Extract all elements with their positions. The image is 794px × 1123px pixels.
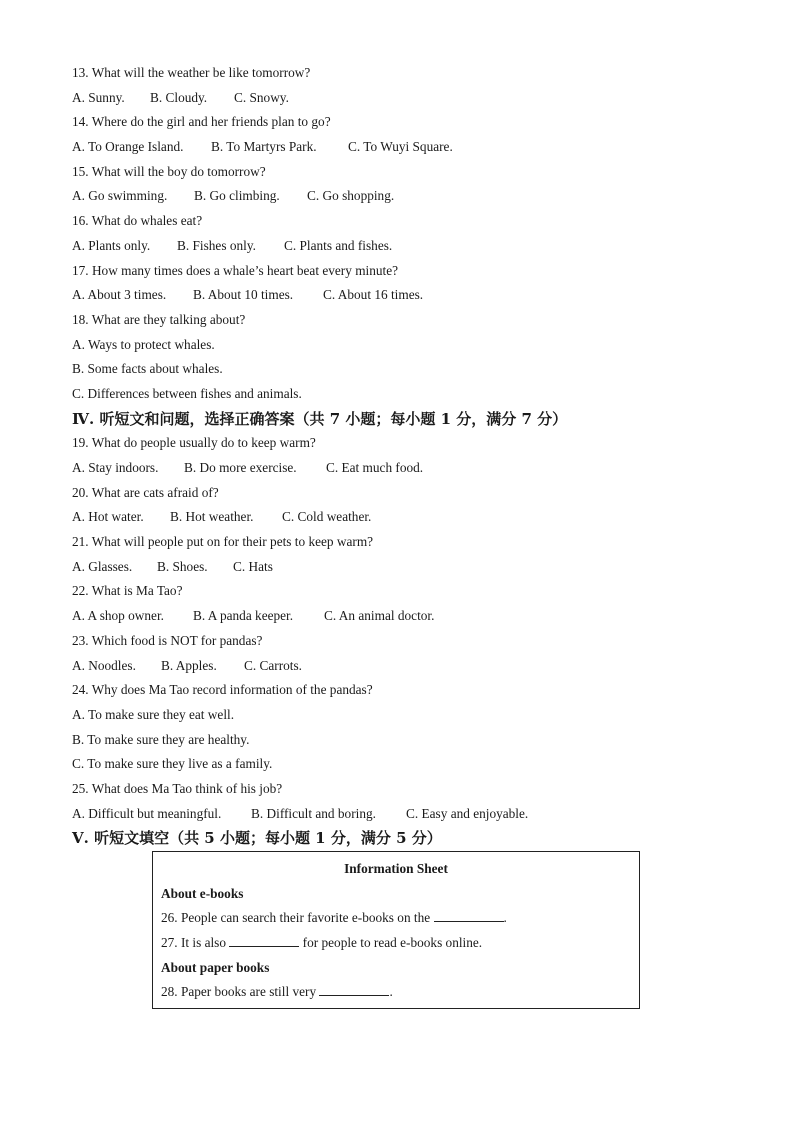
- question-23: 23. Which food is NOT for pandas?: [72, 632, 263, 648]
- question-13: 13. What will the weather be like tomorrow?: [72, 65, 311, 80]
- options-25: [72, 802, 732, 827]
- option: C. An animal doctor.: [324, 608, 435, 624]
- option-18b: B. Some facts about whales.: [72, 361, 223, 377]
- question-14: 14. Where do the girl and her friends plan to go?: [72, 114, 331, 130]
- ebooks-heading: About e-books: [161, 885, 244, 901]
- option: B. Shoes.: [157, 558, 208, 574]
- options-23: [72, 654, 732, 679]
- option: A. A shop owner.: [72, 608, 164, 624]
- option: A. Difficult but meaningful.: [72, 805, 222, 821]
- question-28: [161, 980, 631, 1005]
- options-13: [72, 86, 732, 111]
- option: C. Go shopping.: [307, 188, 395, 204]
- document-page: [72, 61, 732, 851]
- question-16: 16. What do whales eat?: [72, 213, 203, 229]
- option: C. To Wuyi Square.: [348, 139, 453, 155]
- answer-blank-28[interactable]: [319, 983, 389, 996]
- option-18a: A. Ways to protect whales.: [72, 336, 215, 352]
- option: C. Hats: [233, 558, 273, 574]
- option: B. Go climbing.: [194, 188, 280, 204]
- section-5-title: Ⅴ. 听短文填空（共 5 小题；每小题 1 分，满分 5 分）: [72, 829, 442, 848]
- question-22: 22. What is Ma Tao?: [72, 583, 183, 599]
- q27-end: for people to read e-books online.: [302, 935, 483, 951]
- question-24: 24. Why does Ma Tao record information of the pandas?: [72, 682, 373, 698]
- answer-blank-26[interactable]: [434, 909, 504, 922]
- q28-end: .: [389, 984, 393, 1000]
- question-27: [161, 931, 631, 956]
- option: B. To Martyrs Park.: [211, 139, 317, 155]
- option: A. Sunny.: [72, 89, 125, 105]
- q26-text: 26. People can search their favorite e-books on the: [161, 910, 431, 926]
- option-24c: C. To make sure they live as a family.: [72, 756, 273, 772]
- option: A. Plants only.: [72, 237, 151, 253]
- option: C. Snowy.: [234, 89, 289, 105]
- paper-books-heading: About paper books: [161, 959, 270, 975]
- option: B. Apples.: [161, 657, 217, 673]
- option: A. About 3 times.: [72, 287, 167, 303]
- question-18: 18. What are they talking about?: [72, 311, 246, 327]
- option: C. Eat much food.: [326, 460, 424, 475]
- option: C. Cold weather.: [282, 509, 372, 525]
- q27-text: 27. It is also: [161, 935, 227, 951]
- options-19: [72, 456, 732, 481]
- option: B. Fishes only.: [177, 237, 256, 253]
- option: A. Hot water.: [72, 509, 144, 525]
- option: C. Plants and fishes.: [284, 237, 393, 253]
- options-15: [72, 184, 732, 209]
- option: C. About 16 times.: [323, 287, 424, 303]
- question-26: [161, 906, 631, 931]
- option: A. Stay indoors.: [72, 460, 159, 475]
- options-17: [72, 283, 732, 308]
- options-21: [72, 555, 732, 580]
- sheet-title: Information Sheet: [344, 861, 448, 876]
- option: C. Easy and enjoyable.: [406, 805, 529, 821]
- options-20: [72, 505, 732, 530]
- information-sheet: [152, 851, 640, 1009]
- option: B. A panda keeper.: [193, 608, 294, 624]
- option: B. Cloudy.: [150, 89, 208, 105]
- option: A. Go swimming.: [72, 188, 168, 204]
- question-25: 25. What does Ma Tao think of his job?: [72, 780, 283, 796]
- option-18c: C. Differences between fishes and animals.: [72, 385, 302, 401]
- option: B. Do more exercise.: [184, 460, 297, 475]
- options-14: [72, 135, 732, 160]
- q26-end: .: [503, 910, 507, 926]
- option: B. Difficult and boring.: [251, 805, 376, 821]
- question-15: 15. What will the boy do tomorrow?: [72, 163, 266, 179]
- question-21: 21. What will people put on for their pets to keep warm?: [72, 534, 374, 550]
- question-19: 19. What do people usually do to keep warm?: [72, 435, 316, 451]
- options-22: [72, 604, 732, 629]
- option: A. Noodles.: [72, 657, 136, 673]
- question-17: 17. How many times does a whale’s heart beat every minute?: [72, 262, 399, 278]
- section-4-title: Ⅳ. 听短文和问题，选择正确答案（共 7 小题；每小题 1 分，满分 7 分）: [72, 409, 568, 428]
- option-24b: B. To make sure they are healthy.: [72, 731, 250, 747]
- question-20: 20. What are cats afraid of?: [72, 484, 219, 500]
- option: A. Glasses.: [72, 558, 133, 574]
- option: A. To Orange Island.: [72, 139, 184, 155]
- answer-blank-27[interactable]: [229, 934, 299, 947]
- option-24a: A. To make sure they eat well.: [72, 706, 235, 722]
- option: B. About 10 times.: [193, 287, 294, 303]
- q28-text: 28. Paper books are still very: [161, 984, 317, 1000]
- options-16: [72, 234, 732, 259]
- option: B. Hot weather.: [170, 509, 254, 525]
- option: C. Carrots.: [244, 657, 302, 673]
